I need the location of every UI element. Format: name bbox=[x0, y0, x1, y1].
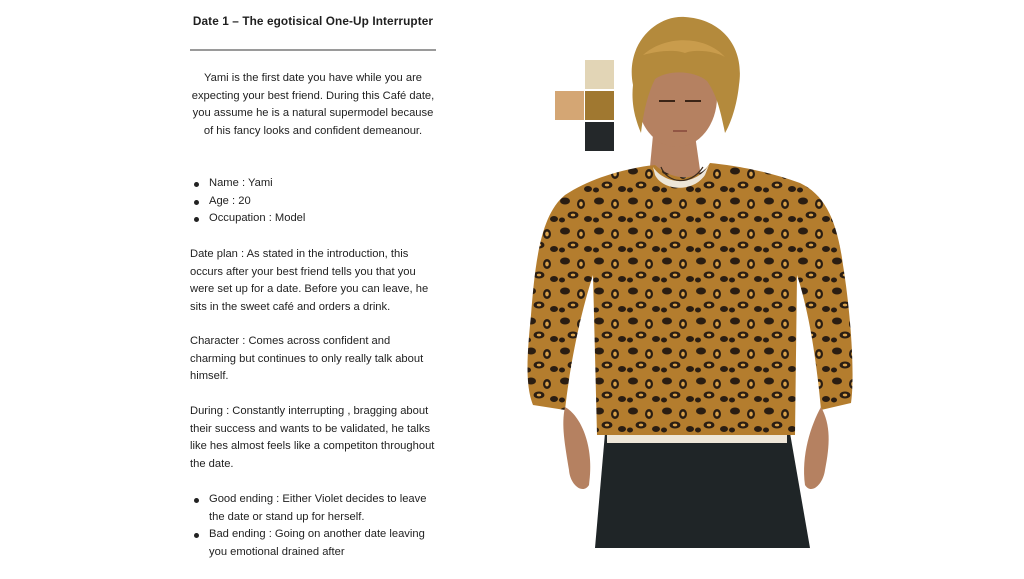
profile-occupation: Occupation : Model bbox=[190, 210, 436, 228]
date-plan-paragraph: Date plan : As stated in the introduction, this occurs after your best friend tells you that you were set up for a date. Before you can leave, he sits in the sweet café and orders a drink. bbox=[190, 248, 429, 313]
endings-list bbox=[190, 491, 436, 561]
character-illustration bbox=[525, 15, 855, 548]
document-title: Date 1 – The egotisical One-Up Interrupter bbox=[192, 14, 434, 28]
bad-ending: Bad ending : Going on another date leaving you emotional drained after bbox=[190, 526, 436, 561]
during-paragraph: During : Constantly interrupting , bragging about their success and wants to be validated, he talks like hes almost feels like a competiton throughout the date. bbox=[190, 405, 435, 470]
title-divider bbox=[190, 49, 436, 51]
profile-name: Name : Yami bbox=[190, 175, 436, 193]
character-paragraph: Character : Comes across confident and charming but continues to only really talk about himself. bbox=[190, 335, 424, 383]
profile-age: Age : 20 bbox=[190, 193, 436, 211]
pants bbox=[595, 433, 810, 548]
leopard-shirt bbox=[528, 163, 853, 435]
profile-list bbox=[190, 175, 436, 228]
intro-paragraph: Yami is the first date you have while you are expecting your best friend. During this Café date, you assume he is a natural supermodel because of his fancy looks and confident demeanour. bbox=[191, 72, 435, 137]
good-ending: Good ending : Either Violet decides to leave the date or stand up for herself. bbox=[190, 491, 436, 526]
